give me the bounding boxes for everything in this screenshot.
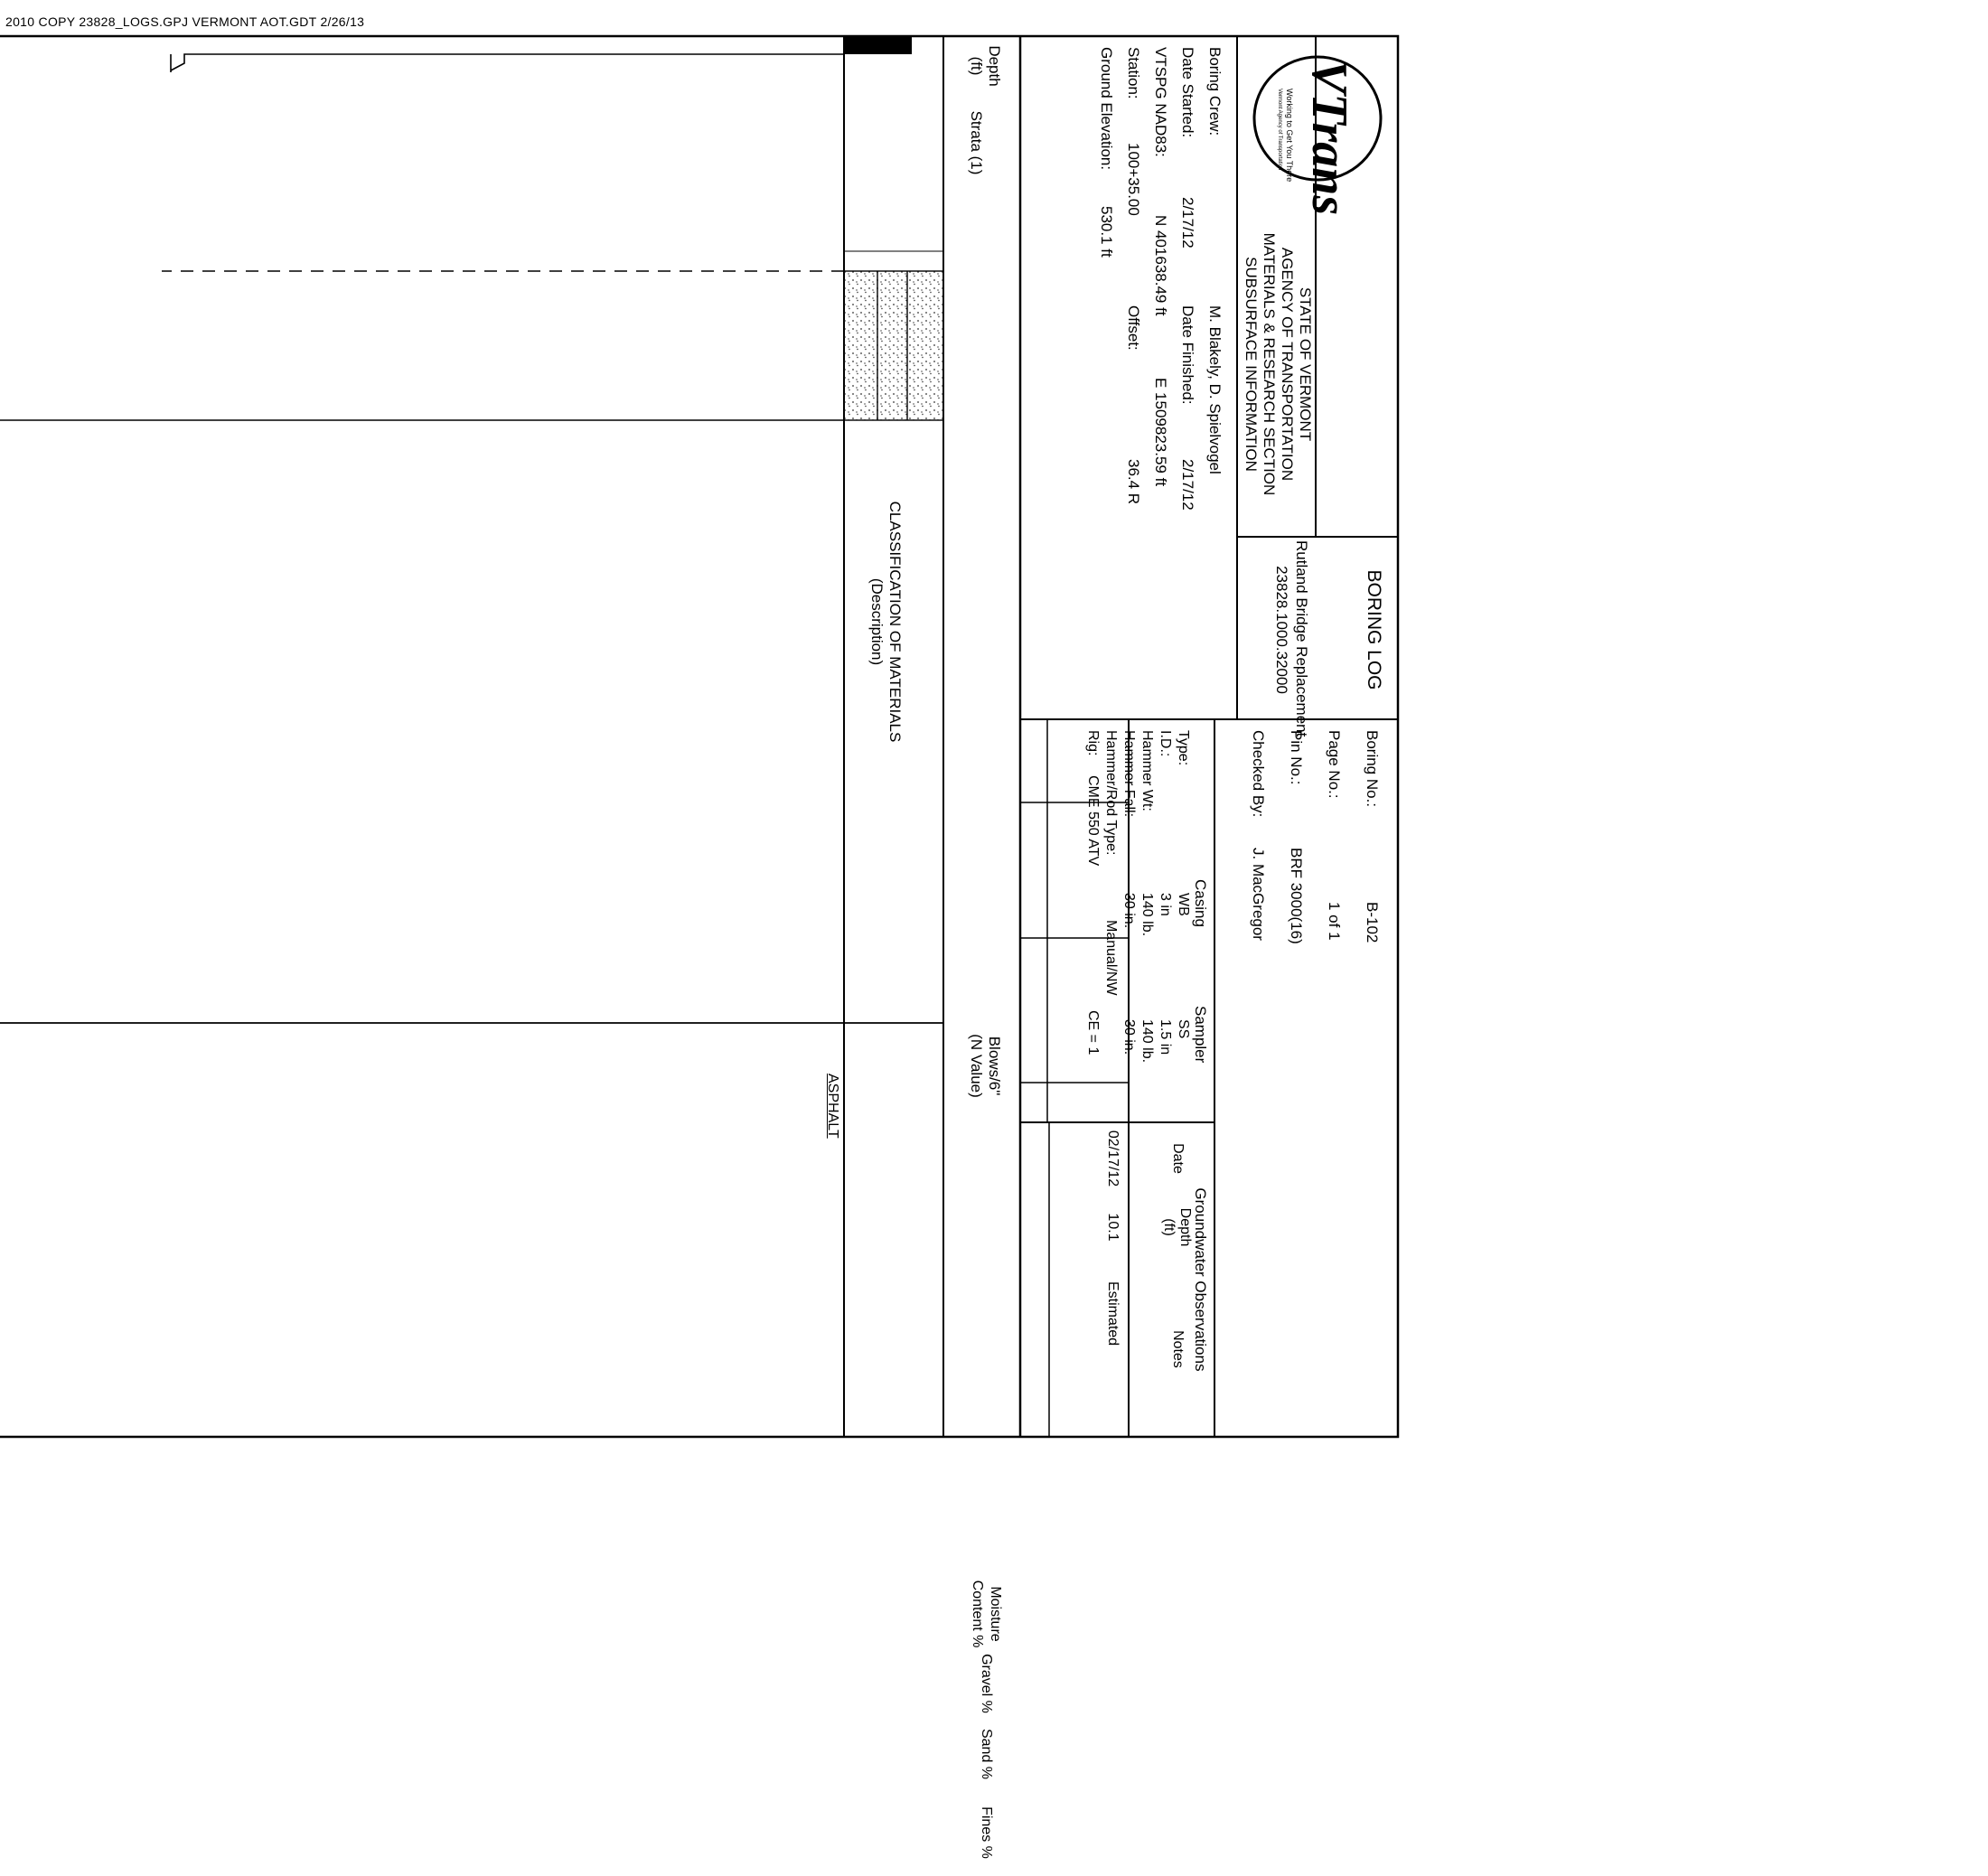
boring-crew-value: M. Blakely, D. Spielvogel xyxy=(1206,305,1224,474)
hammer-fall-label: Hammer Fall: xyxy=(1121,730,1137,818)
date-started-label: Date Started: xyxy=(1179,47,1196,138)
sampler-header: Sampler xyxy=(1192,1006,1209,1064)
ground-elev-value: 530.1 ft xyxy=(1098,206,1115,258)
col-fines: Fines % xyxy=(979,1806,994,1859)
page-no-label: Page No.: xyxy=(1326,730,1343,799)
col-classification-sub: (Description) xyxy=(868,577,886,666)
boring-log-title: BORING LOG xyxy=(1364,569,1384,690)
boring-no-value: B-102 xyxy=(1364,902,1381,943)
offset-value: 36.4 R xyxy=(1125,459,1142,505)
ground-elev-label: Ground Elevation: xyxy=(1098,47,1115,171)
agency-line-3: MATERIALS & RESEARCH SECTION xyxy=(1261,232,1278,496)
type-label: Type: xyxy=(1176,730,1191,766)
boring-no-label: Boring No.: xyxy=(1364,730,1381,808)
gw-depth: 10.1 xyxy=(1105,1213,1121,1242)
hammer-rod-label: Hammer/Rod Type: xyxy=(1103,730,1119,856)
sampler-wt: 140 lb. xyxy=(1139,1019,1155,1064)
boring-log-sheet xyxy=(0,34,1400,1859)
ce-value: CE = 1 xyxy=(1085,1010,1101,1055)
casing-wt: 140 lb. xyxy=(1139,893,1155,937)
gw-col-notes: Notes xyxy=(1170,1330,1186,1368)
col-depth: Depth xyxy=(986,45,1003,87)
agency-line-2: AGENCY OF TRANSPORTATION xyxy=(1279,247,1296,482)
agency-line-4: SUBSURFACE INFORMATION xyxy=(1242,257,1260,472)
casing-type: WB xyxy=(1176,893,1191,916)
date-started-value: 2/17/12 xyxy=(1179,197,1196,249)
col-classification: CLASSIFICATION OF MATERIALS xyxy=(886,501,904,743)
col-strata: Strata (1) xyxy=(968,110,985,175)
gw-col-depth: Depth xyxy=(1177,1207,1193,1247)
hammer-wt-label: Hammer Wt: xyxy=(1139,730,1155,811)
rig-value: CME 550 ATV xyxy=(1085,775,1101,867)
logo-tagline: Working to Get You There xyxy=(1285,89,1294,183)
sampler-id: 1.5 in xyxy=(1158,1019,1173,1055)
col-sand: Sand % xyxy=(979,1728,994,1780)
logo-tagline-2: Vermont Agency of Transportation xyxy=(1277,89,1282,171)
col-blows: Blows/6" xyxy=(986,1036,1003,1096)
date-finished-label: Date Finished: xyxy=(1179,305,1196,405)
groundwater-title: Groundwater Observations xyxy=(1192,1187,1209,1372)
logo-text: VTrans xyxy=(1301,60,1357,216)
gw-col-date: Date xyxy=(1170,1143,1186,1174)
casing-fall: 30 in. xyxy=(1121,893,1137,929)
easting-value: E 1509823.59 ft xyxy=(1152,378,1169,487)
northing-value: N 401638.49 ft xyxy=(1152,215,1169,316)
casing-header: Casing xyxy=(1192,879,1209,927)
project-number: 23828.1000.32000 xyxy=(1273,566,1290,694)
col-depth-unit: (ft) xyxy=(968,56,985,76)
pin-no-label: Pin No.: xyxy=(1288,730,1305,785)
sampler-type: SS xyxy=(1176,1019,1191,1039)
col-gravel: Gravel % xyxy=(979,1654,994,1713)
station-label: Station: xyxy=(1125,47,1142,99)
rig-label: Rig: xyxy=(1085,730,1101,756)
checked-by-value: J. MacGregor xyxy=(1250,848,1267,941)
gw-notes: Estimated xyxy=(1105,1281,1121,1346)
col-moisture: Moisture xyxy=(988,1586,1003,1642)
col-blows-sub: (N Value) xyxy=(968,1034,985,1098)
gw-col-depth-unit: (ft) xyxy=(1161,1218,1177,1236)
desc-asphalt: ASPHALT xyxy=(825,1074,840,1139)
vtspg-label: VTSPG NAD83: xyxy=(1152,47,1169,157)
date-finished-value: 2/17/12 xyxy=(1179,459,1196,511)
id-label: I.D.: xyxy=(1158,730,1173,757)
boring-crew-label: Boring Crew: xyxy=(1206,47,1224,136)
agency-line-1: STATE OF VERMONT xyxy=(1297,286,1314,442)
casing-id: 3 in xyxy=(1158,893,1173,916)
hammer-rod-value: Manual/NW xyxy=(1103,920,1119,996)
col-moisture-sub: Content % xyxy=(970,1580,985,1648)
file-header: 2010 COPY 23828_LOGS.GPJ VERMONT AOT.GDT 2/26/13 xyxy=(5,14,365,29)
station-value: 100+35.00 xyxy=(1125,143,1142,216)
checked-by-label: Checked By: xyxy=(1250,730,1267,818)
sampler-fall: 30 in. xyxy=(1121,1019,1137,1055)
page-no-value: 1 of 1 xyxy=(1326,902,1343,941)
pin-no-value: BRF 3000(16) xyxy=(1288,848,1305,944)
gw-date: 02/17/12 xyxy=(1105,1130,1121,1187)
offset-label: Offset: xyxy=(1125,305,1142,351)
project-name: Rutland Bridge Replacement xyxy=(1293,540,1310,737)
